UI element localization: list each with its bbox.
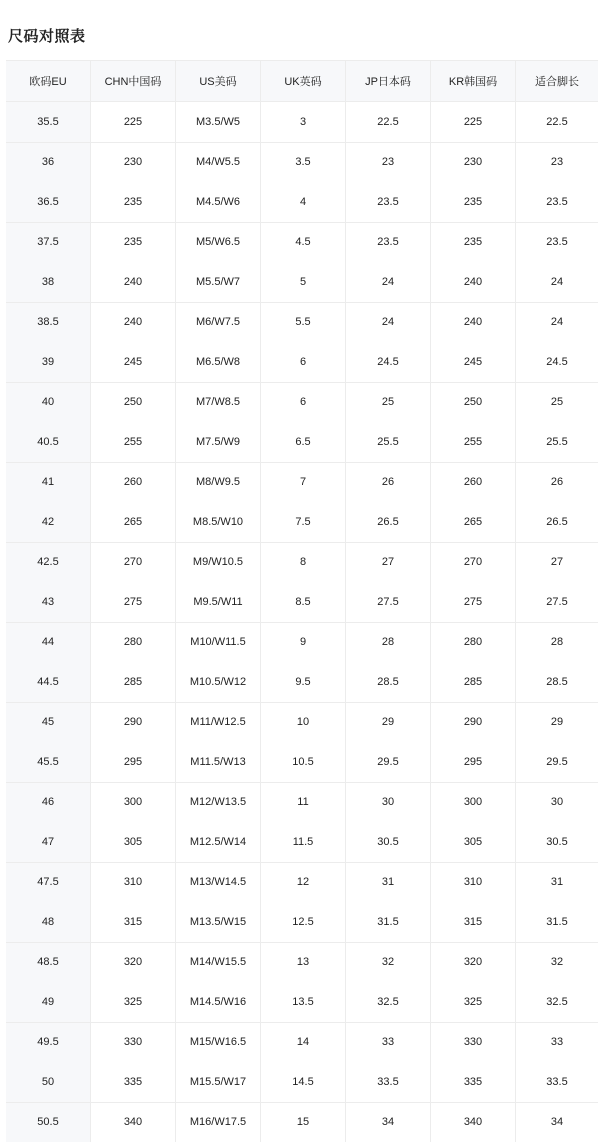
cell-us: M15.5/W17 (176, 1062, 261, 1102)
cell-foot-length: 23.5 (516, 223, 598, 263)
cell-kr: 260 (431, 463, 516, 503)
cell-uk: 10 (261, 703, 346, 743)
cell-eu: 37.5 (6, 223, 91, 263)
cell-kr: 240 (431, 262, 516, 302)
cell-chn: 340 (91, 1103, 176, 1142)
cell-us: M7.5/W9 (176, 422, 261, 462)
cell-jp: 30 (346, 783, 431, 823)
cell-chn: 240 (91, 303, 176, 343)
cell-kr: 225 (431, 102, 516, 142)
cell-foot-length: 31.5 (516, 902, 598, 942)
cell-foot-length: 31 (516, 863, 598, 903)
cell-foot-length: 28 (516, 623, 598, 663)
cell-eu: 42 (6, 502, 91, 542)
table-row (6, 182, 598, 223)
table-row (6, 662, 598, 703)
cell-chn: 235 (91, 223, 176, 263)
cell-us: M7/W8.5 (176, 383, 261, 423)
cell-kr: 320 (431, 943, 516, 983)
cell-chn: 325 (91, 982, 176, 1022)
table-row (6, 1062, 598, 1103)
cell-us: M11.5/W13 (176, 742, 261, 782)
table-row (6, 902, 598, 943)
cell-eu: 49 (6, 982, 91, 1022)
cell-eu: 36.5 (6, 182, 91, 222)
cell-eu: 42.5 (6, 543, 91, 583)
table-row (6, 422, 598, 463)
cell-chn: 265 (91, 502, 176, 542)
cell-chn: 335 (91, 1062, 176, 1102)
table-row (6, 1023, 598, 1063)
cell-eu: 45.5 (6, 742, 91, 782)
cell-kr: 245 (431, 342, 516, 382)
cell-uk: 3.5 (261, 143, 346, 183)
cell-chn: 275 (91, 582, 176, 622)
cell-jp: 23.5 (346, 223, 431, 263)
cell-us: M8/W9.5 (176, 463, 261, 503)
cell-foot-length: 30.5 (516, 822, 598, 862)
cell-us: M5.5/W7 (176, 262, 261, 302)
cell-kr: 315 (431, 902, 516, 942)
header-uk: UK英码 (261, 61, 346, 101)
cell-foot-length: 34 (516, 1103, 598, 1142)
page-title: 尺码对照表 (8, 25, 86, 46)
cell-chn: 240 (91, 262, 176, 302)
cell-foot-length: 24.5 (516, 342, 598, 382)
cell-jp: 27.5 (346, 582, 431, 622)
cell-uk: 12 (261, 863, 346, 903)
cell-kr: 330 (431, 1023, 516, 1063)
cell-eu: 48.5 (6, 943, 91, 983)
cell-chn: 280 (91, 623, 176, 663)
table-row (6, 703, 598, 743)
cell-jp: 24 (346, 262, 431, 302)
cell-foot-length: 23.5 (516, 182, 598, 222)
cell-kr: 310 (431, 863, 516, 903)
cell-chn: 285 (91, 662, 176, 702)
cell-kr: 235 (431, 182, 516, 222)
cell-eu: 38 (6, 262, 91, 302)
cell-uk: 11.5 (261, 822, 346, 862)
cell-jp: 22.5 (346, 102, 431, 142)
cell-uk: 14 (261, 1023, 346, 1063)
cell-eu: 49.5 (6, 1023, 91, 1063)
table-row (6, 982, 598, 1023)
cell-jp: 24 (346, 303, 431, 343)
cell-chn: 260 (91, 463, 176, 503)
cell-jp: 29.5 (346, 742, 431, 782)
cell-eu: 46 (6, 783, 91, 823)
cell-chn: 245 (91, 342, 176, 382)
cell-uk: 13.5 (261, 982, 346, 1022)
cell-kr: 290 (431, 703, 516, 743)
cell-chn: 270 (91, 543, 176, 583)
cell-foot-length: 23 (516, 143, 598, 183)
header-eu: 欧码EU (6, 61, 91, 101)
cell-jp: 30.5 (346, 822, 431, 862)
cell-eu: 48 (6, 902, 91, 942)
cell-chn: 305 (91, 822, 176, 862)
table-row (6, 383, 598, 423)
cell-uk: 4.5 (261, 223, 346, 263)
cell-us: M6/W7.5 (176, 303, 261, 343)
cell-us: M5/W6.5 (176, 223, 261, 263)
cell-eu: 44.5 (6, 662, 91, 702)
table-row (6, 822, 598, 863)
cell-foot-length: 24 (516, 262, 598, 302)
cell-uk: 10.5 (261, 742, 346, 782)
cell-kr: 270 (431, 543, 516, 583)
table-row (6, 102, 598, 143)
table-row (6, 623, 598, 663)
cell-eu: 47 (6, 822, 91, 862)
cell-us: M8.5/W10 (176, 502, 261, 542)
cell-chn: 330 (91, 1023, 176, 1063)
cell-us: M14.5/W16 (176, 982, 261, 1022)
cell-us: M9/W10.5 (176, 543, 261, 583)
cell-foot-length: 32 (516, 943, 598, 983)
cell-eu: 50.5 (6, 1103, 91, 1142)
cell-kr: 300 (431, 783, 516, 823)
cell-jp: 24.5 (346, 342, 431, 382)
cell-foot-length: 26.5 (516, 502, 598, 542)
cell-us: M11/W12.5 (176, 703, 261, 743)
cell-jp: 26 (346, 463, 431, 503)
cell-chn: 300 (91, 783, 176, 823)
cell-jp: 32.5 (346, 982, 431, 1022)
cell-chn: 230 (91, 143, 176, 183)
cell-uk: 9 (261, 623, 346, 663)
cell-us: M13/W14.5 (176, 863, 261, 903)
table-row (6, 863, 598, 903)
cell-us: M4/W5.5 (176, 143, 261, 183)
cell-chn: 310 (91, 863, 176, 903)
cell-uk: 11 (261, 783, 346, 823)
cell-uk: 5.5 (261, 303, 346, 343)
cell-uk: 14.5 (261, 1062, 346, 1102)
cell-kr: 235 (431, 223, 516, 263)
cell-eu: 47.5 (6, 863, 91, 903)
table-row (6, 223, 598, 263)
cell-uk: 12.5 (261, 902, 346, 942)
cell-eu: 40.5 (6, 422, 91, 462)
cell-uk: 5 (261, 262, 346, 302)
header-us: US美码 (176, 61, 261, 101)
cell-us: M10/W11.5 (176, 623, 261, 663)
cell-foot-length: 26 (516, 463, 598, 503)
cell-eu: 36 (6, 143, 91, 183)
cell-us: M4.5/W6 (176, 182, 261, 222)
table-row (6, 463, 598, 503)
cell-eu: 45 (6, 703, 91, 743)
cell-foot-length: 29 (516, 703, 598, 743)
cell-chn: 235 (91, 182, 176, 222)
cell-jp: 23.5 (346, 182, 431, 222)
cell-foot-length: 25 (516, 383, 598, 423)
table-row (6, 342, 598, 383)
table-row (6, 943, 598, 983)
table-body (6, 102, 598, 1142)
cell-foot-length: 27 (516, 543, 598, 583)
cell-kr: 280 (431, 623, 516, 663)
cell-us: M13.5/W15 (176, 902, 261, 942)
cell-chn: 255 (91, 422, 176, 462)
cell-foot-length: 24 (516, 303, 598, 343)
table-row (6, 1103, 598, 1142)
cell-us: M15/W16.5 (176, 1023, 261, 1063)
cell-us: M6.5/W8 (176, 342, 261, 382)
cell-jp: 26.5 (346, 502, 431, 542)
cell-chn: 250 (91, 383, 176, 423)
table-row (6, 303, 598, 343)
cell-jp: 25 (346, 383, 431, 423)
cell-us: M10.5/W12 (176, 662, 261, 702)
cell-uk: 7 (261, 463, 346, 503)
cell-jp: 27 (346, 543, 431, 583)
cell-jp: 34 (346, 1103, 431, 1142)
cell-uk: 7.5 (261, 502, 346, 542)
cell-jp: 23 (346, 143, 431, 183)
cell-chn: 320 (91, 943, 176, 983)
cell-us: M12.5/W14 (176, 822, 261, 862)
cell-uk: 15 (261, 1103, 346, 1142)
cell-foot-length: 28.5 (516, 662, 598, 702)
cell-kr: 230 (431, 143, 516, 183)
cell-kr: 285 (431, 662, 516, 702)
cell-uk: 4 (261, 182, 346, 222)
cell-foot-length: 29.5 (516, 742, 598, 782)
cell-chn: 315 (91, 902, 176, 942)
cell-eu: 39 (6, 342, 91, 382)
cell-jp: 28 (346, 623, 431, 663)
cell-eu: 50 (6, 1062, 91, 1102)
cell-foot-length: 22.5 (516, 102, 598, 142)
cell-us: M12/W13.5 (176, 783, 261, 823)
cell-jp: 33 (346, 1023, 431, 1063)
cell-kr: 240 (431, 303, 516, 343)
cell-uk: 8.5 (261, 582, 346, 622)
cell-jp: 31.5 (346, 902, 431, 942)
cell-kr: 255 (431, 422, 516, 462)
header-kr: KR韩国码 (431, 61, 516, 101)
table-row (6, 262, 598, 303)
cell-uk: 6.5 (261, 422, 346, 462)
table-row (6, 582, 598, 623)
cell-jp: 29 (346, 703, 431, 743)
cell-kr: 325 (431, 982, 516, 1022)
cell-uk: 8 (261, 543, 346, 583)
cell-foot-length: 25.5 (516, 422, 598, 462)
header-jp: JP日本码 (346, 61, 431, 101)
cell-uk: 9.5 (261, 662, 346, 702)
cell-jp: 33.5 (346, 1062, 431, 1102)
size-chart-table (6, 60, 598, 1142)
cell-eu: 44 (6, 623, 91, 663)
cell-eu: 43 (6, 582, 91, 622)
cell-us: M3.5/W5 (176, 102, 261, 142)
table-row (6, 742, 598, 783)
cell-foot-length: 30 (516, 783, 598, 823)
cell-chn: 290 (91, 703, 176, 743)
cell-kr: 275 (431, 582, 516, 622)
cell-foot-length: 32.5 (516, 982, 598, 1022)
cell-chn: 225 (91, 102, 176, 142)
cell-jp: 32 (346, 943, 431, 983)
cell-jp: 28.5 (346, 662, 431, 702)
header-foot-length: 适合脚长 (516, 61, 598, 101)
cell-uk: 6 (261, 383, 346, 423)
cell-eu: 41 (6, 463, 91, 503)
cell-kr: 250 (431, 383, 516, 423)
cell-foot-length: 33 (516, 1023, 598, 1063)
cell-kr: 335 (431, 1062, 516, 1102)
cell-us: M16/W17.5 (176, 1103, 261, 1142)
cell-us: M9.5/W11 (176, 582, 261, 622)
cell-uk: 13 (261, 943, 346, 983)
cell-kr: 340 (431, 1103, 516, 1142)
table-row (6, 543, 598, 583)
cell-jp: 31 (346, 863, 431, 903)
cell-kr: 295 (431, 742, 516, 782)
cell-jp: 25.5 (346, 422, 431, 462)
header-chn: CHN中国码 (91, 61, 176, 101)
cell-kr: 265 (431, 502, 516, 542)
cell-eu: 35.5 (6, 102, 91, 142)
cell-kr: 305 (431, 822, 516, 862)
table-row (6, 783, 598, 823)
cell-foot-length: 33.5 (516, 1062, 598, 1102)
table-row (6, 502, 598, 543)
cell-eu: 40 (6, 383, 91, 423)
cell-uk: 3 (261, 102, 346, 142)
cell-us: M14/W15.5 (176, 943, 261, 983)
table-header (6, 60, 598, 102)
cell-eu: 38.5 (6, 303, 91, 343)
table-row (6, 143, 598, 183)
cell-uk: 6 (261, 342, 346, 382)
cell-foot-length: 27.5 (516, 582, 598, 622)
cell-chn: 295 (91, 742, 176, 782)
